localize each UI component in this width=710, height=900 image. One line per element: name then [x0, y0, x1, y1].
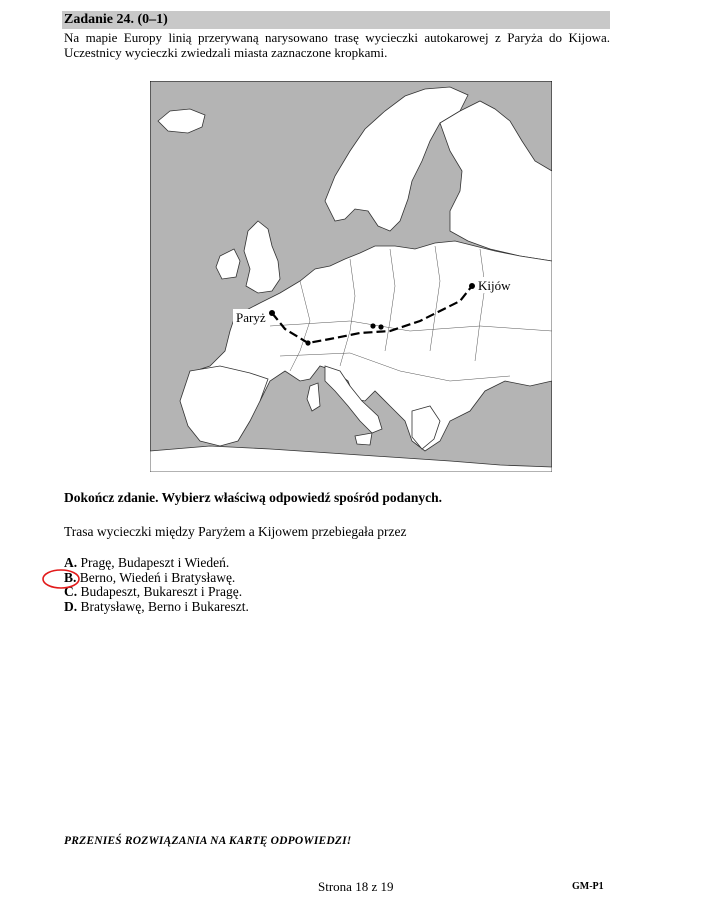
exam-code: GM-P1	[572, 881, 604, 892]
option-letter: D.	[64, 598, 78, 614]
transfer-note: PRZENIEŚ ROZWIĄZANIA NA KARTĘ ODPOWIEDZI!	[64, 835, 352, 847]
task-title: Zadanie 24. (0–1)	[64, 12, 168, 27]
option-a[interactable]	[64, 556, 249, 571]
selected-answer-circle	[41, 568, 81, 590]
label-kyiv: Kijów	[478, 278, 511, 293]
option-b[interactable]	[64, 571, 249, 586]
option-d[interactable]	[64, 600, 249, 615]
answer-options	[64, 556, 249, 614]
city-dot-vienna	[370, 323, 375, 328]
city-dot-bern	[305, 340, 310, 345]
city-dot-kyiv	[469, 283, 475, 289]
question-instruction: Dokończ zdanie. Wybierz właściwą odpowiedź spośród podanych.	[64, 490, 443, 505]
europe-map-svg	[150, 81, 552, 472]
question-stem: Trasa wycieczki między Paryżem a Kijowem przebiegała przez	[64, 524, 407, 539]
label-paris: Paryż	[236, 310, 266, 325]
europe-map	[150, 81, 552, 472]
option-text: Pragę, Budapeszt i Wiedeń.	[77, 555, 230, 570]
city-dot-bratislava	[378, 324, 383, 329]
option-text: Berno, Wiedeń i Bratysławę.	[76, 569, 236, 585]
option-text: Budapeszt, Bukareszt i Pragę.	[77, 584, 243, 599]
task-intro: Na mapie Europy linią przerywaną narysowano trasę wycieczki autokarowej z Paryża do Kijowa. Uczestnicy wycieczki zwiedzali miasta zaznaczone kropkami.	[64, 30, 610, 60]
page-number: Strona 18 z 19	[318, 879, 394, 894]
option-letter: B.	[64, 569, 77, 585]
option-letter: A.	[64, 555, 78, 570]
city-dot-paris	[269, 310, 275, 316]
option-c[interactable]	[64, 585, 249, 600]
option-letter: C.	[64, 584, 78, 599]
option-text: Bratysławę, Berno i Bukareszt.	[77, 598, 249, 614]
